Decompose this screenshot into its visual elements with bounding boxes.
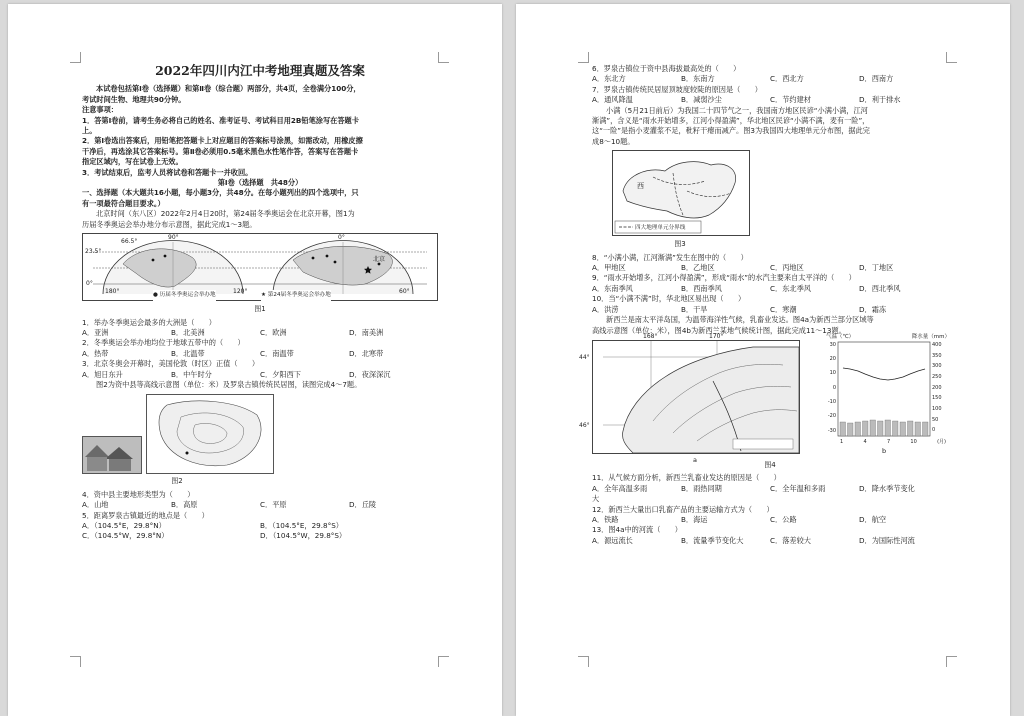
temperature-axis-title: 气温（℃） (826, 333, 855, 340)
option: A．旭日东升 (82, 369, 123, 379)
legend-item: 四大地理单元分界线 (635, 225, 686, 232)
notes-heading: 注意事项： (82, 105, 118, 115)
option: B．（104.5°E，29.8°S） (260, 520, 343, 530)
tick-label: 200 (932, 384, 942, 391)
longitude-label: 60° (399, 288, 410, 296)
tick-label: -20 (827, 413, 836, 420)
contour-lines-graphic (147, 395, 273, 473)
legend-item: ★ 第24届冬季奥运会举办地 (261, 290, 331, 300)
option: A．东北方 (592, 74, 626, 84)
longitude-label: 120° (233, 288, 248, 296)
mc-heading: 一、选择题（本大题共16小题，每小题3分，共48分。在每小题列出的四个选项中，只 (82, 188, 359, 198)
page-corner-mark (438, 656, 449, 667)
latitude-label: 46° (579, 421, 590, 429)
figure-1-winter-olympics-map (82, 233, 438, 301)
legend-item: ● 历届冬季奥运会举办地 (153, 290, 216, 300)
figure-4b-climate-chart (824, 333, 950, 455)
answer-options (82, 531, 438, 541)
option: D．利于排水 (859, 95, 901, 105)
page-2-content (579, 64, 950, 546)
latitude-label: 0° (86, 280, 93, 288)
contour-map-zizhong (146, 394, 274, 474)
option: A．山地 (82, 500, 109, 510)
option: A．东南季风 (592, 283, 633, 293)
answer-options (82, 500, 438, 510)
answer-options (592, 305, 948, 315)
page-corner-mark (578, 52, 589, 63)
passage-line: 新西兰是南太平洋岛国，为温带海洋性气候，乳畜业发达。图4a为新西兰部分区域等 (606, 315, 874, 325)
tick-label: (月) (937, 438, 946, 445)
question-1: 1．举办冬季奥运会最多的大洲是（ ） (82, 317, 216, 327)
longitude-label: 0° (338, 234, 345, 242)
figure-4a-contour-map (579, 332, 800, 464)
option: B．北美洲 (171, 327, 205, 337)
tick-label: 10 (829, 370, 836, 377)
option: B．中午时分 (171, 369, 212, 379)
question-12: 12．新西兰大量出口乳畜产品的主要运输方式为（ ） (592, 504, 774, 514)
question-9: 9．“雨水开始增多，江河小得盈满”，形成“雨水”的水汽主要来自太平洋的（ ） (592, 273, 856, 283)
question-3: 3．北京冬奥会开幕时，美国伦敦（时区）正值（ ） (82, 359, 260, 369)
tick-label: -10 (827, 398, 836, 405)
option: A．甲地区 (592, 263, 626, 273)
tick-label: 20 (829, 356, 836, 363)
option: D．降水季节变化 (859, 483, 915, 493)
question-10: 10．当“小满不满”时，华北地区易出现（ ） (592, 294, 746, 304)
note-line: 上。 (82, 126, 97, 136)
page-title: 2022年四川内江中考地理真题及答案 (155, 63, 365, 78)
tick-label: -30 (827, 427, 836, 434)
question-13: 13．图4a中的河流（ ） (592, 525, 682, 535)
option: C．（104.5°W，29.8°N） (82, 531, 169, 541)
figure-3-china-regions-map (612, 150, 750, 236)
figure-4-group (579, 332, 950, 464)
option: A．洪涝 (592, 304, 619, 314)
option: D．丘陵 (349, 500, 377, 510)
intro-line: 本试卷包括第Ⅰ卷（选择题）和第Ⅱ卷（综合题）两部分，共4页，全卷满分100分， (96, 84, 361, 94)
figure-caption: 图2 (171, 477, 183, 486)
option: B．海运 (681, 514, 708, 524)
answer-options (592, 95, 948, 105)
tick-label: 50 (932, 416, 939, 423)
option: C．寒潮 (770, 304, 797, 314)
option: C．丙地区 (770, 263, 804, 273)
answer-options (592, 263, 948, 273)
tick-label: 250 (932, 373, 942, 380)
longitude-label: 170° (709, 332, 724, 340)
question-8: 8．“小满小满，江河渐满”发生在图中的（ ） (592, 252, 748, 262)
option: A．源远流长 (592, 535, 633, 545)
passage-line: 渐满”，含义是“雨水开始增多，江河小得盈满”，华北地区民谚“小满不满，麦有一险”， (592, 116, 870, 126)
answer-options (592, 74, 948, 84)
longitude-label: 180° (105, 288, 120, 296)
answer-options (592, 536, 948, 546)
answer-options (592, 284, 948, 294)
figure-caption: 图1 (254, 305, 266, 314)
month-ticks (840, 437, 946, 447)
figure-caption: 图4 (764, 460, 776, 469)
region-label-west: 西 (637, 182, 644, 191)
option: D．航空 (859, 514, 887, 524)
passage-line: 成8～10题。 (592, 136, 635, 146)
tick-label: 300 (932, 363, 942, 370)
precipitation-ticks (932, 340, 948, 436)
question-7: 7．罗泉古镇传统民居屋顶坡度较陡的原因是（ ） (592, 84, 762, 94)
option: D．西南方 (859, 74, 894, 84)
answer-options (592, 484, 948, 494)
latitude-label: 66.5° (121, 238, 138, 246)
question-5: 5．距离罗泉古镇最近的地点是（ ） (82, 510, 209, 520)
document-page-1 (8, 4, 502, 716)
tick-label: 400 (932, 341, 942, 348)
answer-options (82, 521, 438, 531)
option: C．落差较大 (770, 535, 811, 545)
city-label-beijing: 北京 (373, 256, 386, 264)
option: C．全年温和多雨 (770, 483, 826, 493)
page-corner-mark (578, 656, 589, 667)
ancient-town-photo-graphic (83, 437, 141, 473)
option: A．亚洲 (82, 327, 109, 337)
option: A．全年高温多雨 (592, 483, 648, 493)
tick-label: 0 (932, 427, 936, 434)
note-line: 2．第Ⅰ卷选出答案后，用铅笔把答题卡上对应题目的答案标号涂黑，如需改动，用橡皮擦 (82, 136, 363, 146)
option: A．热带 (82, 348, 109, 358)
ancient-town-photo (82, 436, 142, 474)
option: D．夜深深沉 (349, 369, 391, 379)
page-corner-mark (946, 656, 957, 667)
figure-caption: 图3 (674, 240, 686, 249)
passage-line: 小满（5月21日前后）为我国二十四节气之一，我国南方地区民谚“小满小满，江河 (606, 105, 868, 115)
option: B．西南季风 (681, 283, 722, 293)
option: C．公路 (770, 514, 797, 524)
answer-options (82, 349, 438, 359)
option: B．雨热同期 (681, 483, 722, 493)
section-heading: 第Ⅰ卷（选择题 共48分） (217, 178, 303, 188)
figure-sublabel: a (693, 455, 697, 464)
option: B．北温带 (171, 348, 205, 358)
option: B．东南方 (681, 74, 715, 84)
tick-label: 4 (863, 438, 867, 445)
new-zealand-contour-graphic (593, 341, 799, 453)
option: D．西北季风 (859, 283, 901, 293)
longitude-label: 168° (643, 332, 658, 340)
option: C．南温带 (260, 348, 294, 358)
option: C．平原 (260, 500, 287, 510)
figure-2-group (82, 394, 438, 474)
option: C．节约建材 (770, 95, 811, 105)
passage-line: 北京时间（东八区）2022年2月4日20时，第24届冬季奥运会在北京开幕，图1为 (96, 209, 355, 219)
tick-label: 1 (840, 438, 844, 445)
option: C．夕阳西下 (260, 369, 301, 379)
figure-sublabel: b (882, 446, 887, 455)
latitude-label: 44° (579, 353, 590, 361)
passage-line: 历届冬季奥运会举办地分布示意图，据此完成1～3题。 (82, 219, 257, 229)
option: C．东北季风 (770, 283, 811, 293)
option: A．通风降温 (592, 95, 633, 105)
option: A．（104.5°E，29.8°N） (82, 520, 166, 530)
answer-options (82, 328, 438, 338)
mc-heading: 有一项最符合题目要求。） (82, 198, 165, 208)
tick-label: 0 (832, 384, 836, 391)
note-line: 指定区域内，写在试卷上无效。 (82, 157, 183, 167)
option: D．丁地区 (859, 263, 894, 273)
option: D．为国际性河流 (859, 535, 915, 545)
option: B．流量季节变化大 (681, 535, 744, 545)
question-11: 11．从气候方面分析，新西兰乳畜业发达的原因是（ ） (592, 473, 781, 483)
option: D．（104.5°W，29.8°S） (260, 531, 347, 541)
question-6: 6．罗泉古镇位于资中县海拔最高处的（ ） (592, 64, 741, 73)
option-continuation: 大 (592, 494, 600, 504)
passage-line: 图2为资中县等高线示意图（单位：米）及罗泉古镇传统民居图，读图完成4～7题。 (96, 379, 362, 389)
option: A．铁路 (592, 514, 619, 524)
note-line: 1．答第Ⅰ卷前，请考生务必将自己的姓名、准考证号、考试科目用2B铅笔涂写在答题卡 (82, 115, 359, 125)
tick-label: 30 (829, 341, 836, 348)
page-1-content (82, 62, 438, 542)
passage-line: 这“一险”是指小麦灌浆不足，秕籽干瘪而减产。图3为我国四大地理单元分布图，据此完 (592, 126, 870, 136)
page-corner-mark (70, 52, 81, 63)
longitude-label: 90° (168, 234, 179, 242)
tick-label: 7 (886, 438, 891, 445)
tick-label: 10 (910, 438, 917, 445)
option: B．乙地区 (681, 263, 715, 273)
question-2: 2．冬季奥运会举办地均位于地球五带中的（ ） (82, 338, 245, 348)
option: B．减弱沙尘 (681, 95, 722, 105)
option: D．北寒带 (349, 348, 384, 358)
answer-options (82, 370, 438, 380)
option: C．西北方 (770, 74, 804, 84)
option: D．霜冻 (859, 304, 887, 314)
document-page-2 (516, 4, 1010, 716)
question-4: 4．资中县主要地形类型为（ ） (82, 489, 195, 499)
temperature-ticks (824, 340, 836, 436)
note-line: 3．考试结束后，监考人员将试卷和答题卡一并收回。 (82, 167, 253, 177)
tick-label: 100 (932, 406, 942, 413)
note-line: 干净后，再选涂其它答案标号。第Ⅱ卷必须用0.5毫米黑色水性笔作答，答案写在答题卡 (82, 146, 359, 156)
intro-line: 考试时间生物、地理共90分钟。 (82, 94, 186, 104)
page-corner-mark (438, 52, 449, 63)
tick-label: 350 (932, 352, 942, 359)
option: B．高原 (171, 500, 198, 510)
page-corner-mark (946, 52, 957, 63)
tick-label: 150 (932, 395, 942, 402)
page-corner-mark (70, 656, 81, 667)
option: B．干旱 (681, 304, 708, 314)
climate-chart-graphic (824, 340, 948, 444)
option: C．欧洲 (260, 327, 287, 337)
option: D．南美洲 (349, 327, 384, 337)
precipitation-axis-title: 降水量（mm） (911, 333, 950, 340)
passage-line: 高线示意图（单位：米），图4b为新西兰某地气候统计图，据此完成11～13题。 (592, 325, 846, 335)
latitude-label: 23.5° (85, 248, 102, 256)
answer-options (592, 515, 948, 525)
